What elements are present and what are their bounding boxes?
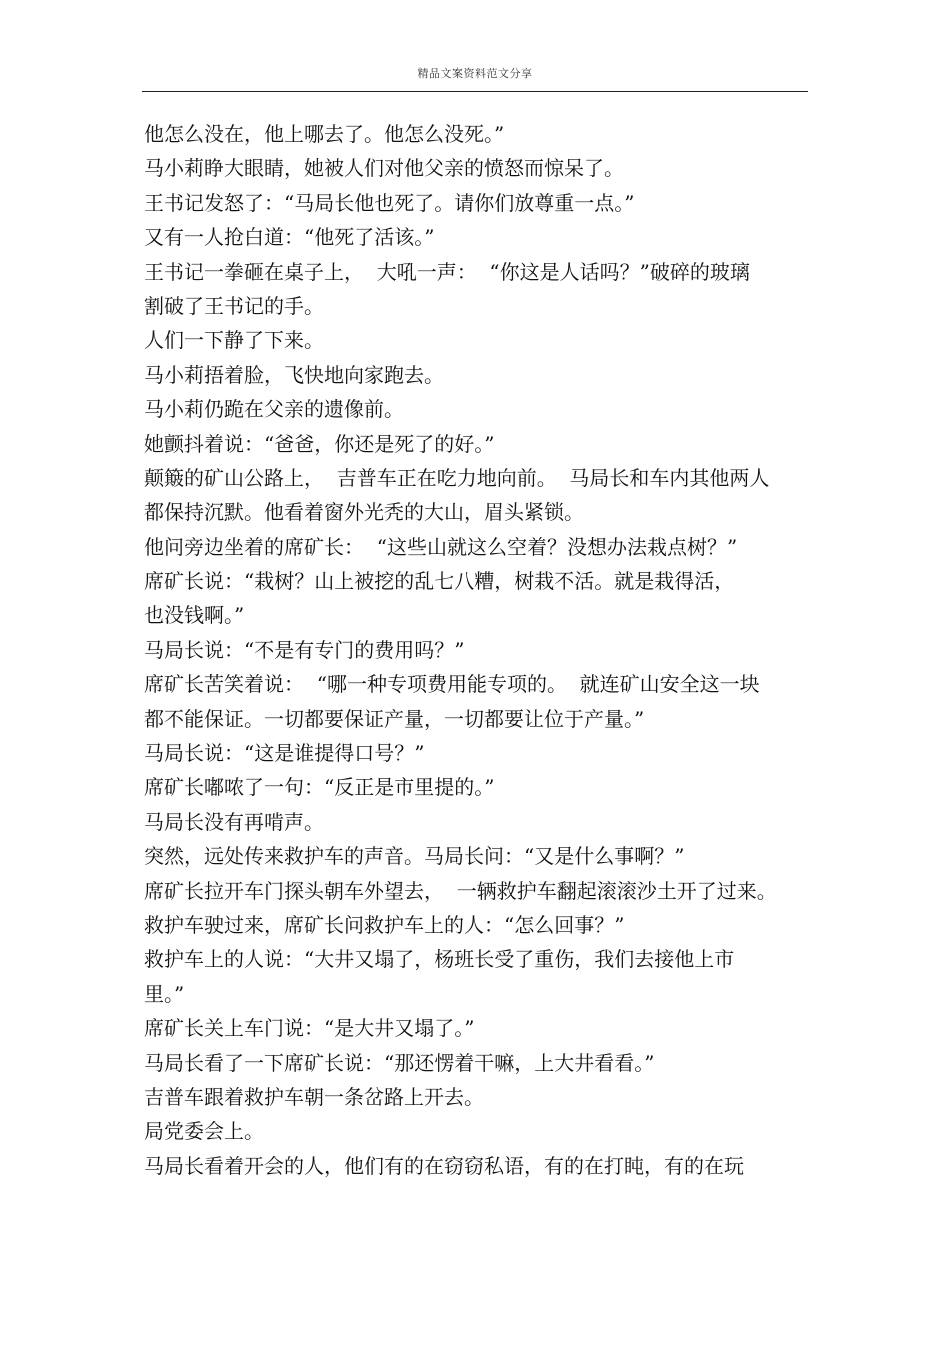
body-text bbox=[144, 117, 804, 1183]
text-line: 突然，远处传来救护车的声音。马局长问：“又是什么事啊？” bbox=[144, 844, 685, 869]
text-line: 割破了王书记的手。 bbox=[144, 293, 324, 318]
text-line: 马局长看了一下席矿长说：“那还愣着干嘛，上大井看看。” bbox=[144, 1050, 655, 1075]
text-line: 马小莉睁大眼睛，她被人们对他父亲的愤怒而惊呆了。 bbox=[144, 156, 624, 181]
text-line: 又有一人抢白道：“他死了活该。” bbox=[144, 225, 435, 250]
text-line: 她颤抖着说：“爸爸，你还是死了的好。” bbox=[144, 431, 495, 456]
text-line: 席矿长嘟哝了一句：“反正是市里提的。” bbox=[144, 775, 495, 800]
text-line: 马局长看着开会的人，他们有的在窃窃私语，有的在打盹，有的在玩 bbox=[144, 1153, 744, 1178]
text-line: 席矿长关上车门说：“是大井又塌了。” bbox=[144, 1016, 475, 1041]
text-line: 马局长没有再啃声。 bbox=[144, 809, 324, 834]
text-line: 救护车上的人说：“大井又塌了，杨班长受了重伤，我们去接他上市 bbox=[144, 947, 735, 972]
text-line: 都不能保证。一切都要保证产量，一切都要让位于产量。” bbox=[144, 706, 645, 731]
text-line: 王书记一拳砸在桌子上， 大吼一声： “你这是人话吗？”破碎的玻璃 bbox=[144, 259, 750, 284]
text-line: 马小莉仍跪在父亲的遗像前。 bbox=[144, 397, 404, 422]
text-line: 救护车驶过来，席矿长问救护车上的人：“怎么回事？” bbox=[144, 912, 625, 937]
text-line: 里。” bbox=[144, 981, 185, 1006]
text-line: 王书记发怒了：“马局长他也死了。请你们放尊重一点。” bbox=[144, 190, 635, 215]
page-header: 精品文案资料范文分享 bbox=[417, 67, 533, 80]
text-line: 席矿长拉开车门探头朝车外望去， 一辆救护车翻起滚滚沙土开了过来。 bbox=[144, 878, 777, 903]
text-line: 都保持沉默。他看着窗外光秃的大山，眉头紧锁。 bbox=[144, 500, 584, 525]
header-divider bbox=[142, 91, 808, 92]
text-line: 颠簸的矿山公路上， 吉普车正在吃力地向前。 马局长和车内其他两人 bbox=[144, 465, 770, 490]
text-line: 他问旁边坐着的席矿长： “这些山就这么空着？没想办法栽点树？” bbox=[144, 534, 738, 559]
text-line: 局党委会上。 bbox=[144, 1119, 264, 1144]
text-line: 马局长说：“这是谁提得口号？” bbox=[144, 741, 425, 766]
text-line: 马局长说：“不是有专门的费用吗？” bbox=[144, 637, 465, 662]
text-line: 也没钱啊。” bbox=[144, 603, 245, 628]
text-line: 席矿长苦笑着说： “哪一种专项费用能专项的。 就连矿山安全这一块 bbox=[144, 672, 760, 697]
text-line: 人们一下静了下来。 bbox=[144, 328, 324, 353]
text-line: 他怎么没在，他上哪去了。他怎么没死。” bbox=[144, 122, 505, 146]
text-line: 吉普车跟着救护车朝一条岔路上开去。 bbox=[144, 1084, 484, 1109]
text-line: 席矿长说：“栽树？山上被挖的乱七八糟，树栽不活。就是栽得活， bbox=[144, 569, 735, 594]
text-line: 马小莉捂着脸，飞快地向家跑去。 bbox=[144, 362, 444, 387]
